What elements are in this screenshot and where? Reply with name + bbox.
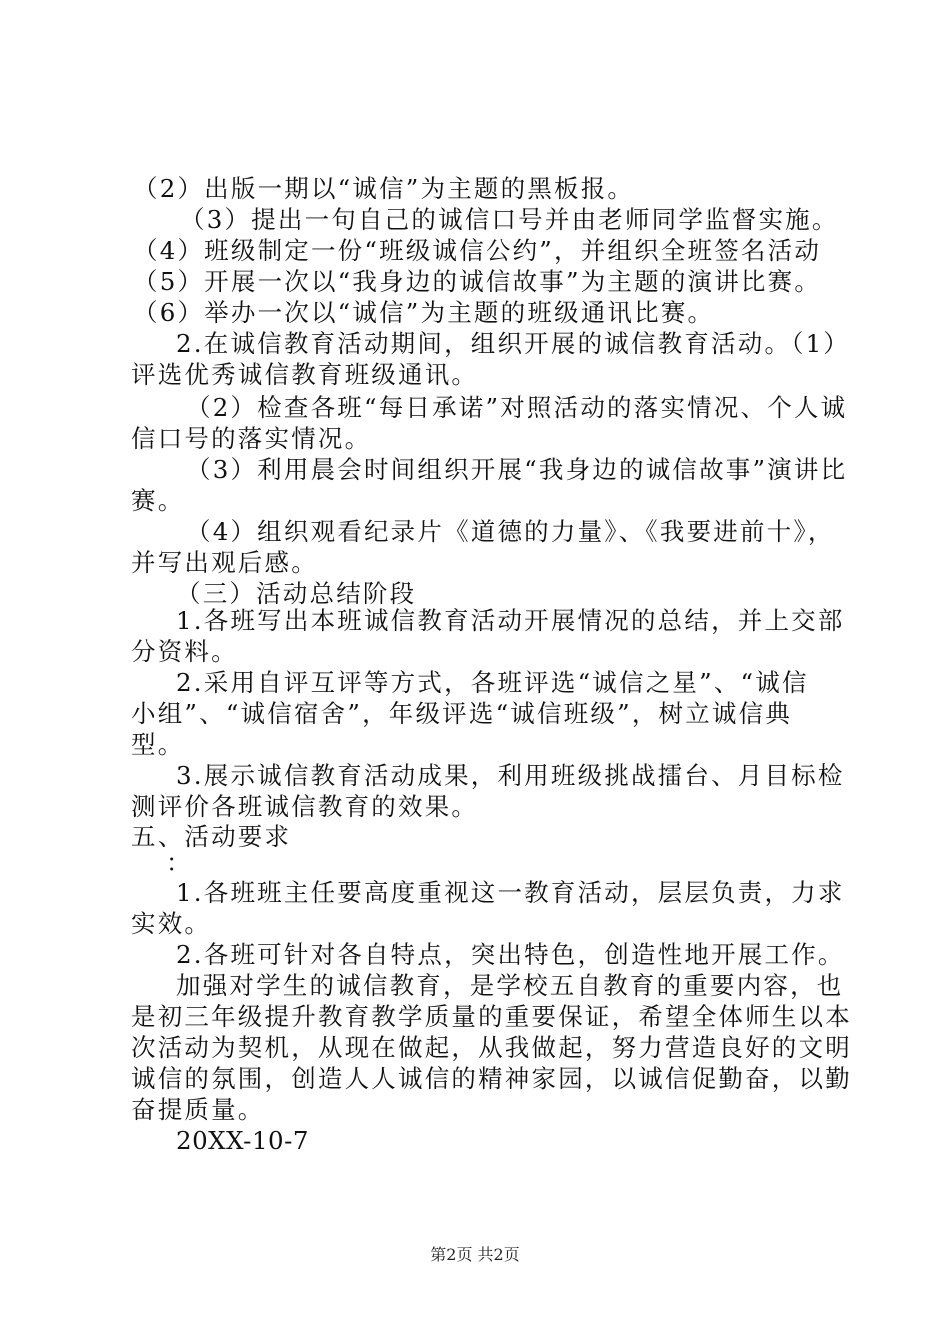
- document-date: 20XX-10-7: [176, 1126, 310, 1155]
- text-line-closing: 诚信的氛围，创造人人诚信的精神家园，以诚信促勤奋，以勤: [131, 1064, 852, 1093]
- text-line-continuation: 评选优秀诚信教育班级通讯。: [131, 360, 479, 389]
- text-line-section-2: 2.在诚信教育活动期间，组织开展的诚信教育活动。（1）: [176, 329, 851, 358]
- text-line-summary-2: 2.采用自评互评等方式，各班评选“诚信之星”、“诚信: [176, 668, 809, 697]
- text-line-check: （2）检查各班“每日承诺”对照活动的落实情况、个人诚: [186, 393, 848, 422]
- section-heading-requirements: 五、活动要求: [131, 822, 292, 851]
- text-line-item-5: （5）开展一次以“我身边的诚信故事”为主题的演讲比赛。: [133, 267, 822, 296]
- text-line-requirement-2: 2.各班可针对各自特点，突出特色，创造性地开展工作。: [176, 940, 845, 969]
- text-line-item-6: （6）举办一次以“诚信”为主题的班级通讯比赛。: [133, 298, 715, 327]
- text-line-continuation: 分资料。: [131, 637, 238, 666]
- text-line-closing: 加强对学生的诚信教育，是学校五自教育的重要内容，也: [176, 971, 844, 1000]
- text-line-continuation: 小组”、“诚信宿舍”，年级评选“诚信班级”，树立诚信典: [131, 699, 793, 728]
- text-line-closing: 次活动为契机，从现在做起，从我做起，努力营造良好的文明: [131, 1033, 852, 1062]
- text-line-documentary: （4）组织观看纪录片《道德的力量》、《我要进前十》，: [186, 517, 835, 546]
- text-line-summary-3: 3.展示诚信教育活动成果，利用班级挑战擂台、月目标检: [176, 761, 845, 790]
- text-line-colon: ：: [166, 848, 193, 877]
- section-heading-summary: （三）活动总结阶段: [176, 579, 417, 608]
- text-line-item-4: （4）班级制定一份“班级诚信公约”，并组织全班签名活动: [133, 236, 822, 265]
- text-line-continuation: 赛。: [131, 486, 185, 515]
- text-line-continuation: 实效。: [131, 909, 212, 938]
- text-line-morning-meeting: （3）利用晨会时间组织开展“我身边的诚信故事”演讲比: [186, 455, 848, 484]
- text-line-continuation: 型。: [131, 730, 185, 759]
- text-line-item-2: （2）出版一期以“诚信”为主题的黑板报。: [133, 174, 635, 203]
- text-line-continuation: 并写出观后感。: [131, 548, 318, 577]
- text-line-continuation: 测评价各班诚信教育的效果。: [131, 792, 479, 821]
- text-line-summary-1: 1.各班写出本班诚信教育活动开展情况的总结，并上交部: [176, 606, 845, 635]
- page-number-footer: 第2页 共2页: [430, 1245, 520, 1264]
- text-line-closing: 奋提质量。: [131, 1095, 265, 1124]
- text-line-continuation: 信口号的落实情况。: [131, 424, 372, 453]
- text-line-item-3: （3）提出一句自己的诚信口号并由老师同学监督实施。: [180, 205, 839, 234]
- text-line-requirement-1: 1.各班班主任要高度重视这一教育活动，层层负责，力求: [176, 878, 845, 907]
- text-line-closing: 是初三年级提升教育教学质量的重要保证，希望全体师生以本: [131, 1002, 852, 1031]
